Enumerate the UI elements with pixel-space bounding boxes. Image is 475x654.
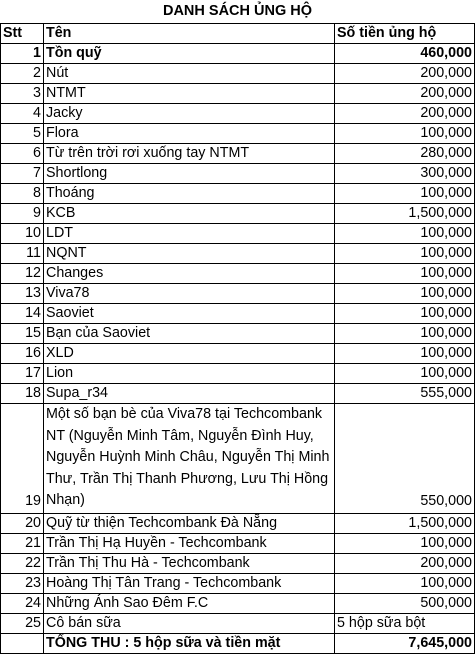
row-amount: 300,000 — [335, 164, 475, 184]
row-stt: 18 — [1, 384, 44, 404]
row-name: Jacky — [44, 104, 335, 124]
row-name: Một số bạn bè của Viva78 tại Techcombank NT (Nguyễn Minh Tâm, Nguyễn Đình Huy, Nguyễn Huỳnh Minh Châu, Nguyễn Thị Minh Thư, Trần Thị Thanh Phương, Lưu Thị Hồng Nhạn) — [44, 404, 335, 514]
row-name: Thoáng — [44, 184, 335, 204]
table-row — [1, 573, 475, 593]
row-name: LDT — [44, 224, 335, 244]
row-amount: 100,000 — [335, 533, 475, 553]
row-stt: 22 — [1, 553, 44, 573]
table-row — [1, 384, 475, 404]
table-row — [1, 533, 475, 553]
table-row — [1, 164, 475, 184]
row-name: NQNT — [44, 244, 335, 264]
table-row — [1, 204, 475, 224]
row-stt: 12 — [1, 264, 44, 284]
table-row — [1, 364, 475, 384]
row-name: Cô bán sữa — [44, 613, 335, 633]
row-stt: 7 — [1, 164, 44, 184]
row-amount: 100,000 — [335, 364, 475, 384]
row-stt: 23 — [1, 573, 44, 593]
row-name: NTMT — [44, 84, 335, 104]
row-stt: 20 — [1, 513, 44, 533]
row-amount: 460,000 — [335, 44, 475, 64]
table-row — [1, 553, 475, 573]
total-label: TỔNG THU : 5 hộp sữa và tiền mặt — [44, 633, 335, 653]
table-row — [1, 44, 475, 64]
row-amount: 100,000 — [335, 573, 475, 593]
row-amount: 200,000 — [335, 104, 475, 124]
row-name: Flora — [44, 124, 335, 144]
table-row — [1, 124, 475, 144]
row-name: Quỹ từ thiện Techcombank Đà Nẵng — [44, 513, 335, 533]
row-stt: 11 — [1, 244, 44, 264]
row-amount: 100,000 — [335, 184, 475, 204]
row-stt: 19 — [1, 404, 44, 514]
row-stt: 14 — [1, 304, 44, 324]
row-amount: 5 hộp sữa bột — [335, 613, 475, 633]
row-stt: 25 — [1, 613, 44, 633]
row-name: Trần Thị Thu Hà - Techcombank — [44, 553, 335, 573]
row-name: Supa_r34 — [44, 384, 335, 404]
row-amount: 100,000 — [335, 344, 475, 364]
row-stt: 2 — [1, 64, 44, 84]
row-name: Những Ánh Sao Đêm F.C — [44, 593, 335, 613]
sheet-title: DANH SÁCH ỦNG HỘ — [162, 3, 313, 19]
total-stt — [1, 633, 44, 653]
row-amount: 100,000 — [335, 284, 475, 304]
table-row — [1, 264, 475, 284]
table-row — [1, 144, 475, 164]
row-stt: 21 — [1, 533, 44, 553]
row-stt: 6 — [1, 144, 44, 164]
row-amount: 200,000 — [335, 64, 475, 84]
row-amount: 100,000 — [335, 124, 475, 144]
row-stt: 16 — [1, 344, 44, 364]
row-name: Bạn của Saoviet — [44, 324, 335, 344]
row-amount: 100,000 — [335, 304, 475, 324]
row-stt: 8 — [1, 184, 44, 204]
table-row — [1, 244, 475, 264]
row-stt: 24 — [1, 593, 44, 613]
row-name: Changes — [44, 264, 335, 284]
table-row — [1, 224, 475, 244]
row-amount: 550,000 — [335, 404, 475, 514]
row-amount: 1,500,000 — [335, 204, 475, 224]
table-row — [1, 513, 475, 533]
header-row — [1, 24, 475, 44]
row-name: Nút — [44, 64, 335, 84]
row-amount: 1,500,000 — [335, 513, 475, 533]
row-amount: 100,000 — [335, 244, 475, 264]
row-amount: 280,000 — [335, 144, 475, 164]
table-row — [1, 593, 475, 613]
row-stt: 3 — [1, 84, 44, 104]
row-stt: 17 — [1, 364, 44, 384]
row-amount: 500,000 — [335, 593, 475, 613]
row-name: KCB — [44, 204, 335, 224]
row-stt: 1 — [1, 44, 44, 64]
row-stt: 10 — [1, 224, 44, 244]
row-name: Hoàng Thị Tân Trang - Techcombank — [44, 573, 335, 593]
row-amount: 555,000 — [335, 384, 475, 404]
row-name: Từ trên trời rơi xuống tay NTMT — [44, 144, 335, 164]
table-row — [1, 304, 475, 324]
row-amount: 200,000 — [335, 84, 475, 104]
row-name: Trần Thị Hạ Huyền - Techcombank — [44, 533, 335, 553]
total-row — [1, 633, 475, 653]
row-name: Saoviet — [44, 304, 335, 324]
row-amount: 100,000 — [335, 264, 475, 284]
row-stt: 13 — [1, 284, 44, 304]
table-row — [1, 404, 475, 514]
header-name: Tên — [44, 24, 335, 44]
table-row — [1, 284, 475, 304]
header-amount: Số tiền ủng hộ — [335, 24, 475, 44]
row-amount: 100,000 — [335, 224, 475, 244]
table-row — [1, 613, 475, 633]
row-name: Viva78 — [44, 284, 335, 304]
row-stt: 15 — [1, 324, 44, 344]
donation-table — [0, 23, 475, 654]
table-row — [1, 344, 475, 364]
row-amount: 100,000 — [335, 324, 475, 344]
row-stt: 4 — [1, 104, 44, 124]
table-row — [1, 64, 475, 84]
table-row — [1, 324, 475, 344]
row-name: XLD — [44, 344, 335, 364]
header-stt: Stt — [1, 24, 44, 44]
table-row — [1, 84, 475, 104]
row-name: Shortlong — [44, 164, 335, 184]
row-amount: 200,000 — [335, 553, 475, 573]
total-amount: 7,645,000 — [335, 633, 475, 653]
table-row — [1, 104, 475, 124]
row-stt: 9 — [1, 204, 44, 224]
row-stt: 5 — [1, 124, 44, 144]
table-row — [1, 184, 475, 204]
row-name: Tồn quỹ — [44, 44, 335, 64]
row-name: Lion — [44, 364, 335, 384]
